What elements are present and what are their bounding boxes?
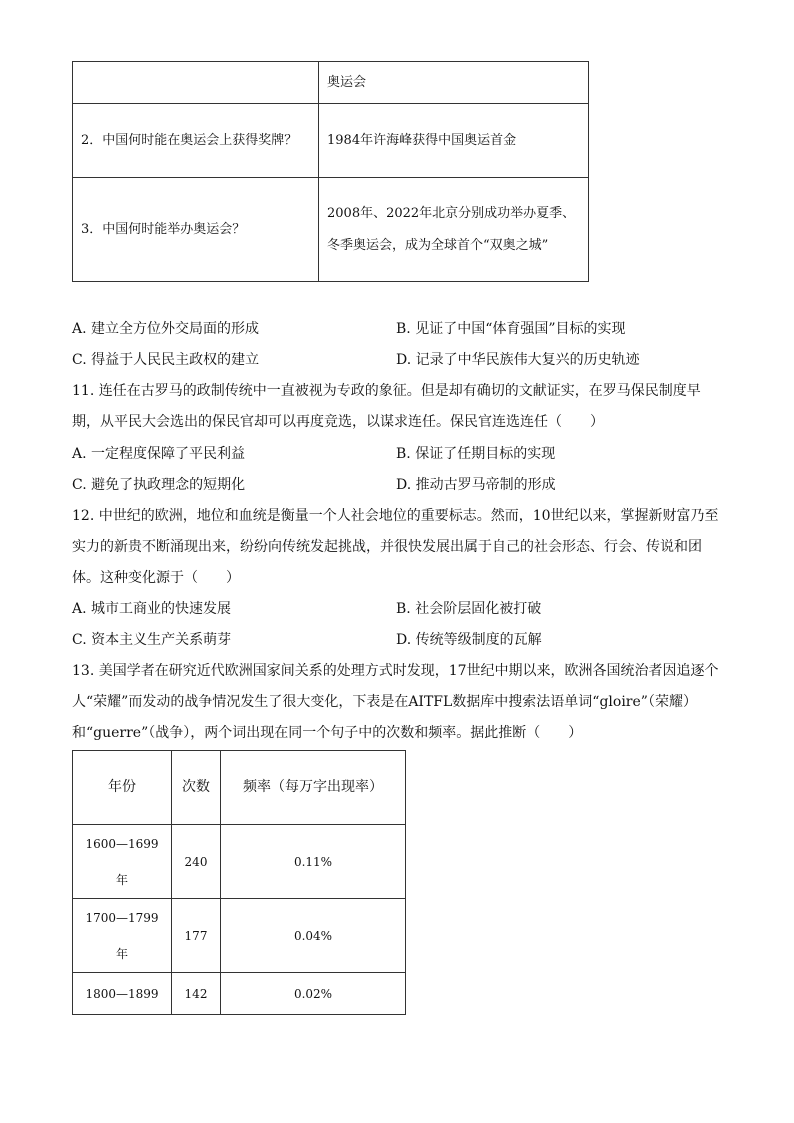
q10-option-b[interactable]: B. 见证了中国“体育强国”目标的实现 (396, 321, 626, 337)
table-row (73, 178, 589, 282)
gloire-guerre-table (72, 750, 406, 1015)
q11-stem: 11. 连任在古罗马的政制传统中一直被视为专政的象征。但是却有确切的文献证实，在罗马保民制度早期，从平民大会选出的保民官却可以再度竞选，以谋求连任。保民官连选连任（ ） (72, 383, 701, 430)
table-header-row (73, 751, 406, 825)
q12-option-c[interactable]: C. 资本主义生产关系萌芽 (72, 632, 232, 648)
q10-option-a[interactable]: A. 建立全方位外交局面的形成 (72, 321, 260, 337)
q11-option-d[interactable]: D. 推动古罗马帝制的形成 (396, 477, 556, 493)
table-cell: 奥运会 (319, 62, 589, 104)
table-cell-year: 1600—1699年 (73, 825, 172, 899)
table-row (73, 104, 589, 178)
table-cell-frequency: 0.11% (221, 825, 406, 899)
q11-option-a[interactable]: A. 一定程度保障了平民利益 (72, 446, 246, 462)
q12-option-d[interactable]: D. 传统等级制度的瓦解 (396, 632, 542, 648)
header-year: 年份 (73, 751, 172, 825)
q10-option-c[interactable]: C. 得益于人民民主政权的建立 (72, 352, 260, 368)
q12-stem: 12. 中世纪的欧洲，地位和血统是衡量一个人社会地位的重要标志。然而，10世纪以来，掌握新财富乃至实力的新贵不断涌现出来，纷纷向传统发起挑战，并很快发展出属于自己的社会形态、行会、传说和团体。这种变化源于（ ） (72, 508, 719, 586)
table-cell-frequency: 0.04% (221, 899, 406, 973)
table-cell-year: 1800—1899 (73, 973, 172, 1015)
table-cell-year: 1700—1799年 (73, 899, 172, 973)
table-cell (73, 62, 319, 104)
table-row (73, 62, 589, 104)
q10-option-d[interactable]: D. 记录了中华民族伟大复兴的历史轨迹 (396, 352, 640, 368)
q11-option-c[interactable]: C. 避免了执政理念的短期化 (72, 477, 246, 493)
table-row (73, 825, 406, 899)
q12-option-a[interactable]: A. 城市工商业的快速发展 (72, 601, 232, 617)
q13-stem: 13. 美国学者在研究近代欧洲国家间关系的处理方式时发现，17世纪中期以来，欧洲各国统治者因追逐个人“荣耀”而发动的战争情况发生了很大变化，下表是在AITFL数据库中搜索法语单词“gloire”（荣耀）和“guerre”（战争），两个词出现在同一个句子中的次数和频率。据此推断（ ） (72, 663, 719, 741)
table-cell: 3．中国何时能举办奥运会？ (73, 178, 319, 282)
table-cell-frequency: 0.02% (221, 973, 406, 1015)
table-row (73, 899, 406, 973)
table-cell: 2．中国何时能在奥运会上获得奖牌？ (73, 104, 319, 178)
table-cell-count: 177 (172, 899, 221, 973)
q12-option-b[interactable]: B. 社会阶层固化被打破 (396, 601, 542, 617)
table-cell: 1984年许海峰获得中国奥运首金 (319, 104, 589, 178)
table-cell: 2008年、2022年北京分别成功举办夏季、冬季奥运会，成为全球首个“双奥之城” (319, 178, 589, 282)
olympics-table (72, 61, 589, 282)
table-row (73, 973, 406, 1015)
table-cell-count: 240 (172, 825, 221, 899)
table-cell-count: 142 (172, 973, 221, 1015)
q11-option-b[interactable]: B. 保证了任期目标的实现 (396, 446, 556, 462)
header-frequency: 频率（每万字出现率） (221, 751, 406, 825)
header-count: 次数 (172, 751, 221, 825)
